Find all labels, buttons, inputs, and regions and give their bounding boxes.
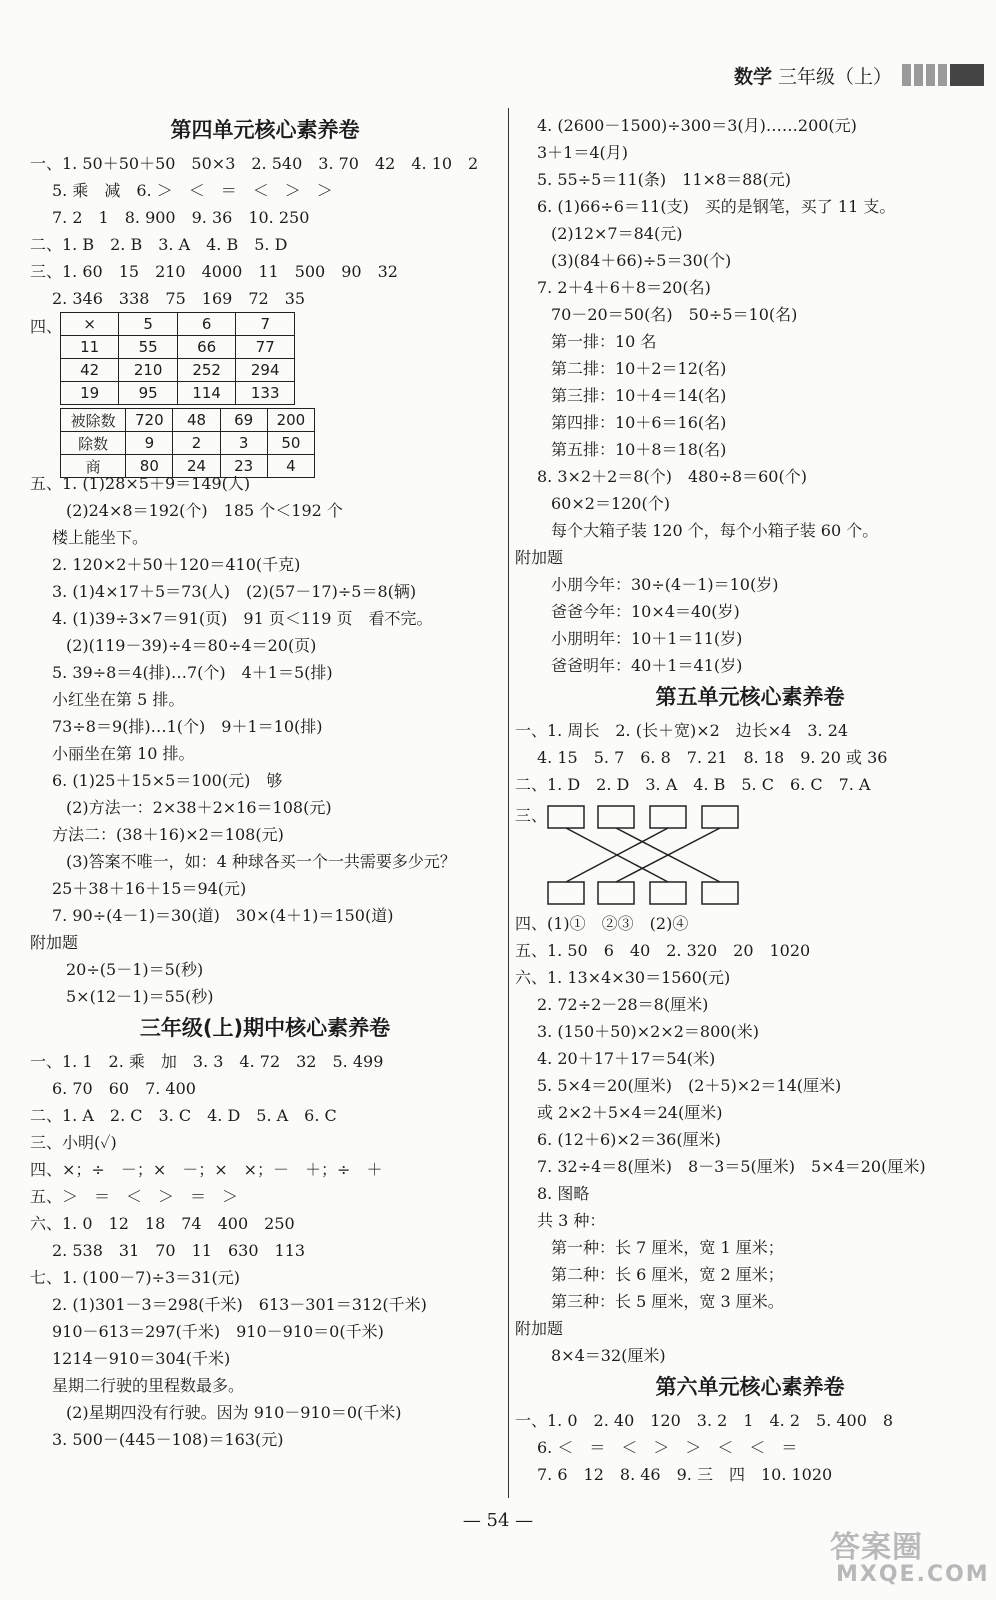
top-box-2	[598, 806, 634, 828]
answer-line: 三、小明(✓)	[30, 1133, 117, 1152]
table-cell: 23	[220, 455, 267, 478]
answer-line: 四、×；÷ －；× －；× ×；－ ＋；÷ ＋	[30, 1160, 383, 1179]
table-cell: 2	[173, 432, 220, 455]
answer-line: 五、1. (1)28×5＋9＝149(人)	[30, 474, 251, 493]
answer-line: 73÷8＝9(排)…1(个) 9＋1＝10(排)	[52, 717, 323, 736]
answer-line: 二、1. B 2. B 3. A 4. B 5. D	[30, 235, 288, 254]
bottom-box-4	[702, 882, 738, 904]
answer-line: 7. 32÷4＝8(厘米) 8－3＝5(厘米) 5×4＝20(厘米)	[537, 1157, 926, 1176]
answer-line: 7. 90÷(4－1)＝30(道) 30×(4＋1)＝150(道)	[52, 906, 394, 925]
bottom-box-1	[548, 882, 584, 904]
answer-line: 一、1. 50＋50＋50 50×3 2. 540 3. 70 42 4. 10 2	[30, 154, 479, 173]
answer-line: 第三种：长 5 厘米，宽 3 厘米。	[551, 1292, 784, 1311]
table-cell: 24	[173, 455, 220, 478]
unit4-section4	[30, 312, 500, 476]
answer-line: 星期二行驶的里程数最多。	[52, 1376, 245, 1395]
table-row	[61, 359, 295, 382]
answer-line: 5. 39÷8＝4(排)…7(个) 4＋1＝5(排)	[52, 663, 333, 682]
answer-line: 二、1. D 2. D 3. A 4. B 5. C 6. C 7. A	[515, 775, 871, 794]
top-box-4	[702, 806, 738, 828]
answer-line: 910－613＝297(千米) 910－910＝0(千米)	[52, 1322, 384, 1341]
answer-line: 5. 5×4＝20(厘米) (2＋5)×2＝14(厘米)	[537, 1076, 842, 1095]
answer-line: 小红坐在第 5 排。	[52, 690, 185, 709]
answer-line: 2. 72÷2－28＝8(厘米)	[537, 995, 709, 1014]
matching-lines-svg	[540, 802, 770, 910]
answer-line: 方法二：(38＋16)×2＝108(元)	[52, 825, 284, 844]
answer-line: 小朋今年：30÷(4－1)＝10(岁)	[551, 575, 779, 594]
table-cell: 19	[61, 382, 119, 405]
answer-line: 5. 55÷5＝11(条) 11×8＝88(元)	[537, 170, 791, 189]
table-cell: 除数	[61, 432, 126, 455]
answer-line: 附加题	[30, 933, 79, 952]
answer-line: 7. 2 1 8. 900 9. 36 10. 250	[52, 208, 310, 227]
answer-line: 4. (2600－1500)÷300＝3(月)……200(元)	[537, 116, 857, 135]
unit5-title: 第五单元核心素养卷	[655, 685, 845, 709]
answer-line: 2. 538 31 70 11 630 113	[52, 1241, 306, 1260]
section3-label: 三、	[515, 806, 548, 825]
table-cell: 42	[61, 359, 119, 382]
answer-line: 6. (1)25＋15×5＝100(元) 够	[52, 771, 283, 790]
answer-line: 7. 2＋4＋6＋8＝20(名)	[537, 278, 711, 297]
answer-line: 70－20＝50(名) 50÷5＝10(名)	[551, 305, 798, 324]
answer-line: 20÷(5－1)＝5(秒)	[66, 960, 204, 979]
answer-line: 小丽坐在第 10 排。	[52, 744, 195, 763]
answer-line: 6. 70 60 7. 400	[52, 1079, 196, 1098]
answer-line: 六、1. 0 12 18 74 400 250	[30, 1214, 295, 1233]
answer-line: (2)(119－39)÷4＝80÷4＝20(页)	[66, 636, 317, 655]
answer-line: 2. 346 338 75 169 72 35	[52, 289, 306, 308]
table-cell: ×	[61, 313, 119, 336]
bottom-box-3	[650, 882, 686, 904]
answer-line: 第三排：10＋4＝14(名)	[551, 386, 727, 405]
header-decoration	[902, 64, 984, 86]
answer-line: 四、(1)① ②③ (2)④	[515, 914, 689, 933]
answer-line: 爸爸明年：40＋1＝41(岁)	[551, 656, 743, 675]
table-row	[61, 313, 295, 336]
table-cell: 210	[119, 359, 178, 382]
table-cell: 11	[61, 336, 119, 359]
answer-line: 2. 120×2＋50＋120＝410(千克)	[52, 555, 301, 574]
section4-label: 四、	[30, 317, 63, 336]
watermark-url: MXQE.COM	[836, 1562, 990, 1587]
unit5-answers-part1	[515, 717, 985, 798]
table-cell: 被除数	[61, 409, 126, 432]
table-cell: 294	[236, 359, 295, 382]
answer-line: 4. 15 5. 7 6. 8 7. 21 8. 18 9. 20 或 36	[537, 748, 888, 767]
unit5-answers-part2	[515, 910, 985, 1369]
answer-line: 6. ＜ ＝ ＜ ＞ ＞ ＜ ＜ ＝	[537, 1438, 798, 1457]
page-number: — 54 —	[462, 1510, 534, 1531]
answer-line: 附加题	[515, 548, 564, 567]
answer-line: 6. (1)66÷6＝11(支) 买的是钢笔，买了 11 支。	[537, 197, 896, 216]
answer-line: 一、1. 1 2. 乘 加 3. 3 4. 72 32 5. 499	[30, 1052, 384, 1071]
answer-line: 或 2×2＋5×4＝24(厘米)	[537, 1103, 723, 1122]
answer-line: 第二排：10＋2＝12(名)	[551, 359, 727, 378]
right-column	[515, 112, 985, 1488]
unit4-answers-part1	[30, 150, 500, 312]
table-cell: 6	[177, 313, 236, 336]
answer-line: 二、1. A 2. C 3. C 4. D 5. A 6. C	[30, 1106, 337, 1125]
answer-line: 七、1. (100－7)÷3＝31(元)	[30, 1268, 240, 1287]
bottom-box-2	[598, 882, 634, 904]
table-cell: 200	[267, 409, 314, 432]
table-cell: 9	[126, 432, 173, 455]
table-cell: 69	[220, 409, 267, 432]
watermark-logo: 答案圈	[830, 1530, 923, 1565]
table-cell: 77	[236, 336, 295, 359]
table-cell: 252	[177, 359, 236, 382]
table-cell: 66	[177, 336, 236, 359]
table-cell: 3	[220, 432, 267, 455]
header-subject: 数学	[733, 65, 772, 88]
answer-line: 1214－910＝304(千米)	[52, 1349, 231, 1368]
header-grade: 三年级（上）	[777, 65, 892, 88]
answer-line: (2)12×7＝84(元)	[551, 224, 683, 243]
table-cell: 商	[61, 455, 126, 478]
left-column	[30, 112, 500, 1453]
table-cell: 114	[177, 382, 236, 405]
table-cell: 4	[267, 455, 314, 478]
answer-line: 六、1. 13×4×30＝1560(元)	[515, 968, 731, 987]
table-cell: 55	[119, 336, 178, 359]
table-cell: 133	[236, 382, 295, 405]
answer-line: 第四排：10＋6＝16(名)	[551, 413, 727, 432]
table-row	[61, 432, 315, 455]
table-cell: 5	[119, 313, 178, 336]
midterm-answers-continued	[515, 112, 985, 679]
answer-line: 第五排：10＋8＝18(名)	[551, 440, 727, 459]
answer-line: 3. (150＋50)×2×2＝800(米)	[537, 1022, 759, 1041]
answer-line: 5×(12－1)＝55(秒)	[66, 987, 214, 1006]
answer-line: (3)(84＋66)÷5＝30(个)	[551, 251, 732, 270]
answer-line: 小朋明年：10＋1＝11(岁)	[551, 629, 743, 648]
answer-line: 3＋1＝4(月)	[537, 143, 629, 162]
answer-line: 第二种：长 6 厘米，宽 2 厘米；	[551, 1265, 784, 1284]
answer-line: 第一排：10 名	[551, 332, 657, 351]
answer-line: 8×4＝32(厘米)	[551, 1346, 666, 1365]
answer-line: 3. 500－(445－108)＝163(元)	[52, 1430, 284, 1449]
multiplication-table	[60, 312, 295, 405]
answer-line: 爸爸今年：10×4＝40(岁)	[551, 602, 740, 621]
answer-line: (2)星期四没有行驶。因为 910－910＝0(千米)	[66, 1403, 402, 1422]
table-cell: 720	[126, 409, 173, 432]
answer-line: 8. 3×2＋2＝8(个) 480÷8＝60(个)	[537, 467, 807, 486]
answer-line: 第一种：长 7 厘米，宽 1 厘米；	[551, 1238, 784, 1257]
answer-line: 共 3 种：	[537, 1211, 606, 1230]
table-cell: 95	[119, 382, 178, 405]
answer-line: 一、1. 周长 2. (长＋宽)×2 边长×4 3. 24	[515, 721, 849, 740]
answer-line: (3)答案不唯一，如：4 种球各买一个一共需要多少元？	[66, 852, 456, 871]
table-row	[61, 409, 315, 432]
answer-line: 附加题	[515, 1319, 564, 1338]
table-row	[61, 336, 295, 359]
answer-line: 一、1. 0 2. 40 120 3. 2 1 4. 2 5. 400 8	[515, 1411, 894, 1430]
answer-line: (2)24×8＝192(个) 185 个＜192 个	[66, 501, 343, 520]
unit6-title: 第六单元核心素养卷	[655, 1375, 845, 1399]
answer-line: 60×2＝120(个)	[551, 494, 670, 513]
division-table	[60, 408, 315, 478]
answer-line: 6. (12＋6)×2＝36(厘米)	[537, 1130, 721, 1149]
midterm-title: 三年级(上)期中核心素养卷	[139, 1016, 391, 1040]
answer-line: 7. 6 12 8. 46 9. 三 四 10. 1020	[537, 1465, 833, 1484]
answer-line: 5. 乘 减 6. ＞ ＜ ＝ ＜ ＞ ＞	[52, 181, 333, 200]
matching-diagram	[515, 802, 985, 910]
table-row	[61, 455, 315, 478]
unit4-title: 第四单元核心素养卷	[170, 118, 360, 142]
answer-line: 3. (1)4×17＋5＝73(人) (2)(57－17)÷5＝8(辆)	[52, 582, 417, 601]
answer-line: 三、1. 60 15 210 4000 11 500 90 32	[30, 262, 398, 281]
column-divider	[508, 108, 509, 1498]
answer-line: 4. 20＋17＋17＝54(米)	[537, 1049, 716, 1068]
page-header	[734, 60, 984, 90]
table-cell: 50	[267, 432, 314, 455]
unit4-answers-part2	[30, 470, 500, 1010]
answer-line: (2)方法一：2×38＋2×16＝108(元)	[66, 798, 332, 817]
top-box-3	[650, 806, 686, 828]
answer-line: 8. 图略	[537, 1184, 590, 1203]
answer-line: 2. (1)301－3＝298(千米) 613－301＝312(千米)	[52, 1295, 427, 1314]
midterm-answers	[30, 1048, 500, 1453]
answer-line: 五、1. 50 6 40 2. 320 20 1020	[515, 941, 811, 960]
table-cell: 80	[126, 455, 173, 478]
answer-line: 4. (1)39÷3×7＝91(页) 91 页＜119 页 看不完。	[52, 609, 433, 628]
table-row	[61, 382, 295, 405]
answer-line: 五、＞ ＝ ＜ ＞ ＝ ＞	[30, 1187, 239, 1206]
unit6-answers	[515, 1407, 985, 1488]
answer-line: 楼上能坐下。	[52, 528, 149, 547]
table-cell: 48	[173, 409, 220, 432]
table-cell: 7	[236, 313, 295, 336]
answer-line: 每个大箱子装 120 个，每个小箱子装 60 个。	[551, 521, 879, 540]
top-box-1	[548, 806, 584, 828]
answer-line: 25＋38＋16＋15＝94(元)	[52, 879, 247, 898]
